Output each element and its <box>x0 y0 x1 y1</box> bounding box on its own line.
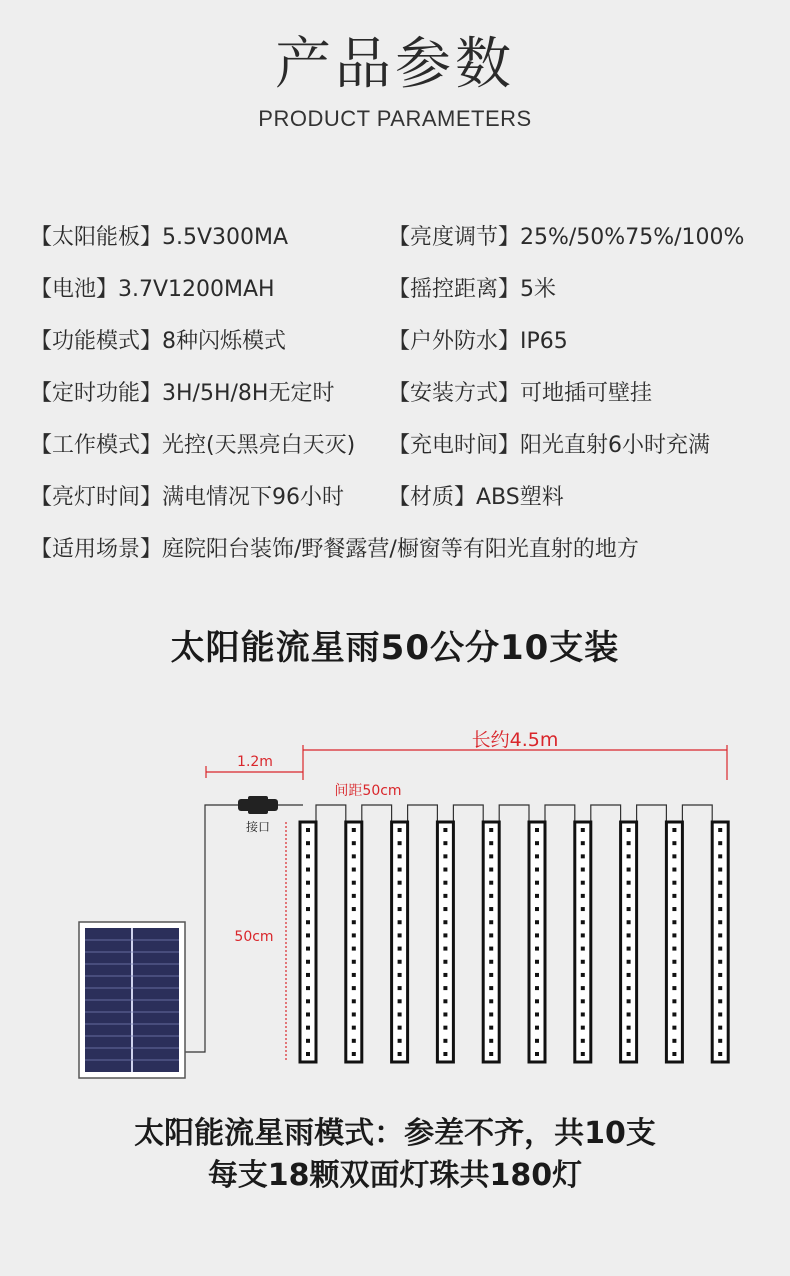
tube-connector-wire <box>682 805 712 822</box>
led-bead <box>581 894 585 898</box>
led-bead <box>535 1012 539 1016</box>
led-bead <box>398 854 402 858</box>
led-bead <box>443 920 447 924</box>
led-bead <box>535 1039 539 1043</box>
led-bead <box>672 1026 676 1030</box>
param-timer: 【定时功能】3H/5H/8H无定时 <box>30 381 335 406</box>
page-title: 产品参数 <box>275 32 515 97</box>
led-bead <box>352 1039 356 1043</box>
led-bead <box>718 933 722 937</box>
led-bead <box>535 841 539 845</box>
led-bead <box>627 894 631 898</box>
led-bead <box>489 960 493 964</box>
led-bead <box>398 973 402 977</box>
led-bead <box>581 986 585 990</box>
led-bead <box>443 854 447 858</box>
led-bead <box>398 1039 402 1043</box>
led-bead <box>672 1012 676 1016</box>
led-bead <box>352 828 356 832</box>
led-bead <box>352 841 356 845</box>
led-bead <box>627 920 631 924</box>
led-bead <box>443 894 447 898</box>
led-bead <box>489 999 493 1003</box>
led-bead <box>535 986 539 990</box>
lead-length-label: 1.2m <box>237 754 273 770</box>
led-bead <box>306 920 310 924</box>
led-bead <box>718 973 722 977</box>
led-bead <box>443 828 447 832</box>
led-bead <box>581 947 585 951</box>
param-usage-scene: 【适用场景】庭院阳台装饰/野餐露营/橱窗等有阳光直射的地方 <box>30 537 639 562</box>
led-bead <box>672 841 676 845</box>
led-bead <box>306 894 310 898</box>
led-bead <box>672 947 676 951</box>
led-bead <box>581 973 585 977</box>
led-bead <box>535 881 539 885</box>
led-bead <box>627 1039 631 1043</box>
led-bead <box>306 868 310 872</box>
led-bead <box>398 920 402 924</box>
led-bead <box>398 1026 402 1030</box>
tube-length-label: 50cm <box>234 929 274 945</box>
section-title: 太阳能流星雨50公分10支装 <box>170 628 620 668</box>
led-bead <box>672 960 676 964</box>
led-bead <box>443 960 447 964</box>
led-bead <box>535 933 539 937</box>
led-bead <box>718 1052 722 1056</box>
led-bead <box>443 986 447 990</box>
led-bead <box>306 933 310 937</box>
led-bead <box>627 1026 631 1030</box>
param-remote-distance: 【摇控距离】5米 <box>388 277 556 302</box>
led-bead <box>627 868 631 872</box>
caption-leds: 每支18颗双面灯珠共180灯 <box>207 1158 583 1193</box>
led-bead <box>398 986 402 990</box>
param-light-time: 【亮灯时间】满电情况下96小时 <box>30 485 344 510</box>
led-bead <box>672 854 676 858</box>
tube-connector-wire <box>545 805 575 822</box>
tube-connector-wire <box>453 805 483 822</box>
led-bead <box>535 907 539 911</box>
connector <box>238 796 278 814</box>
led-bead <box>672 1039 676 1043</box>
led-bead <box>718 999 722 1003</box>
led-bead <box>489 947 493 951</box>
param-work-mode: 【工作模式】光控(天黑亮白天灭) <box>30 433 356 458</box>
led-bead <box>443 973 447 977</box>
param-installation: 【安装方式】可地插可壁挂 <box>388 381 653 406</box>
led-bead <box>352 973 356 977</box>
led-bead <box>535 999 539 1003</box>
led-bead <box>489 920 493 924</box>
led-bead <box>489 1052 493 1056</box>
led-bead <box>489 986 493 990</box>
led-bead <box>398 999 402 1003</box>
led-bead <box>627 986 631 990</box>
led-bead <box>672 973 676 977</box>
led-bead <box>535 920 539 924</box>
led-bead <box>306 1039 310 1043</box>
led-bead <box>489 1012 493 1016</box>
led-bead <box>672 933 676 937</box>
led-bead <box>489 881 493 885</box>
led-bead <box>672 1052 676 1056</box>
led-bead <box>581 907 585 911</box>
led-bead <box>306 1012 310 1016</box>
led-bead <box>443 1012 447 1016</box>
led-bead <box>718 894 722 898</box>
led-bead <box>718 854 722 858</box>
led-bead <box>489 868 493 872</box>
led-bead <box>718 1026 722 1030</box>
led-bead <box>581 868 585 872</box>
led-bead <box>443 881 447 885</box>
param-battery: 【电池】3.7V1200MAH <box>30 277 275 302</box>
led-bead <box>535 960 539 964</box>
solar-panel-icon <box>79 922 185 1078</box>
tube-connector-wire <box>591 805 621 822</box>
led-bead <box>672 881 676 885</box>
led-bead <box>489 1039 493 1043</box>
led-bead <box>535 868 539 872</box>
led-bead <box>398 881 402 885</box>
led-bead <box>352 960 356 964</box>
light-tube <box>483 822 499 1062</box>
led-bead <box>627 828 631 832</box>
led-bead <box>672 999 676 1003</box>
led-bead <box>306 907 310 911</box>
led-bead <box>627 933 631 937</box>
led-bead <box>718 986 722 990</box>
led-bead <box>718 881 722 885</box>
led-bead <box>443 999 447 1003</box>
led-bead <box>306 999 310 1003</box>
led-bead <box>352 1012 356 1016</box>
led-bead <box>398 828 402 832</box>
led-bead <box>352 999 356 1003</box>
led-bead <box>306 947 310 951</box>
led-bead <box>489 1026 493 1030</box>
led-bead <box>581 1026 585 1030</box>
led-bead <box>627 960 631 964</box>
light-tube <box>575 822 591 1062</box>
led-bead <box>352 1052 356 1056</box>
led-bead <box>352 894 356 898</box>
dimension-lines <box>206 745 727 1062</box>
light-tube <box>529 822 545 1062</box>
led-bead <box>443 841 447 845</box>
light-tube <box>621 822 637 1062</box>
led-bead <box>443 1026 447 1030</box>
light-tube <box>437 822 453 1062</box>
led-bead <box>306 973 310 977</box>
led-bead <box>443 1052 447 1056</box>
led-bead <box>581 999 585 1003</box>
led-bead <box>352 947 356 951</box>
led-bead <box>352 933 356 937</box>
led-bead <box>535 894 539 898</box>
led-bead <box>672 986 676 990</box>
led-bead <box>581 841 585 845</box>
led-bead <box>352 920 356 924</box>
tube-connector-wire <box>362 805 392 822</box>
led-bead <box>443 907 447 911</box>
led-bead <box>627 973 631 977</box>
led-bead <box>627 1012 631 1016</box>
led-bead <box>352 854 356 858</box>
led-bead <box>672 828 676 832</box>
product-diagram <box>0 700 790 1100</box>
led-bead <box>672 907 676 911</box>
led-bead <box>352 986 356 990</box>
param-waterproof: 【户外防水】IP65 <box>388 329 568 354</box>
light-tube <box>300 822 316 1062</box>
led-bead <box>627 907 631 911</box>
led-bead <box>627 881 631 885</box>
led-bead <box>443 947 447 951</box>
light-tube <box>392 822 408 1062</box>
led-bead <box>398 960 402 964</box>
led-bead <box>306 881 310 885</box>
total-length-label: 长约4.5m <box>471 729 559 751</box>
led-bead <box>718 960 722 964</box>
led-bead <box>398 894 402 898</box>
led-bead <box>535 1026 539 1030</box>
led-bead <box>627 999 631 1003</box>
led-bead <box>581 854 585 858</box>
tube-group <box>300 805 728 1062</box>
led-bead <box>672 868 676 872</box>
led-bead <box>718 1012 722 1016</box>
led-bead <box>581 1039 585 1043</box>
tube-connector-wire <box>499 805 529 822</box>
led-bead <box>535 947 539 951</box>
light-tube <box>666 822 682 1062</box>
light-tube <box>346 822 362 1062</box>
led-bead <box>581 920 585 924</box>
led-bead <box>489 933 493 937</box>
page-subtitle-en: PRODUCT PARAMETERS <box>258 106 532 131</box>
light-tube <box>712 822 728 1062</box>
led-bead <box>535 973 539 977</box>
led-bead <box>672 894 676 898</box>
led-bead <box>352 881 356 885</box>
param-brightness: 【亮度调节】25%/50%75%/100% <box>388 225 745 250</box>
led-bead <box>489 854 493 858</box>
led-bead <box>306 828 310 832</box>
led-bead <box>581 881 585 885</box>
led-bead <box>627 1052 631 1056</box>
led-bead <box>398 907 402 911</box>
led-bead <box>718 868 722 872</box>
led-bead <box>398 841 402 845</box>
led-bead <box>443 868 447 872</box>
led-bead <box>489 894 493 898</box>
led-bead <box>306 960 310 964</box>
param-solar-panel: 【太阳能板】5.5V300MA <box>30 225 289 250</box>
led-bead <box>306 1052 310 1056</box>
led-bead <box>489 828 493 832</box>
led-bead <box>535 854 539 858</box>
tube-connector-wire <box>408 805 438 822</box>
spacing-label: 间距50cm <box>334 783 402 799</box>
led-bead <box>306 854 310 858</box>
led-bead <box>627 841 631 845</box>
led-bead <box>398 1052 402 1056</box>
led-bead <box>352 1026 356 1030</box>
caption-mode: 太阳能流星雨模式：参差不齐，共10支 <box>134 1116 656 1151</box>
led-bead <box>489 841 493 845</box>
led-bead <box>718 841 722 845</box>
led-bead <box>443 1039 447 1043</box>
led-bead <box>672 920 676 924</box>
connector-label: 接口 <box>245 820 271 834</box>
led-bead <box>306 841 310 845</box>
led-bead <box>627 854 631 858</box>
led-bead <box>581 1012 585 1016</box>
tube-connector-wire <box>637 805 667 822</box>
led-bead <box>398 1012 402 1016</box>
led-bead <box>352 868 356 872</box>
led-bead <box>718 828 722 832</box>
led-bead <box>489 907 493 911</box>
led-bead <box>306 986 310 990</box>
param-material: 【材质】ABS塑料 <box>388 485 564 510</box>
led-bead <box>718 1039 722 1043</box>
led-bead <box>306 1026 310 1030</box>
led-bead <box>443 933 447 937</box>
led-bead <box>718 947 722 951</box>
led-bead <box>398 947 402 951</box>
led-bead <box>535 828 539 832</box>
led-bead <box>581 960 585 964</box>
led-bead <box>352 907 356 911</box>
led-bead <box>398 868 402 872</box>
led-bead <box>581 828 585 832</box>
led-bead <box>581 933 585 937</box>
led-bead <box>718 907 722 911</box>
led-bead <box>489 973 493 977</box>
param-function-mode: 【功能模式】8种闪烁模式 <box>30 329 286 354</box>
led-bead <box>398 933 402 937</box>
led-bead <box>627 947 631 951</box>
param-charge-time: 【充电时间】阳光直射6小时充满 <box>388 433 710 458</box>
led-bead <box>535 1052 539 1056</box>
led-bead <box>718 920 722 924</box>
led-bead <box>581 1052 585 1056</box>
tube-connector-wire <box>316 805 346 822</box>
